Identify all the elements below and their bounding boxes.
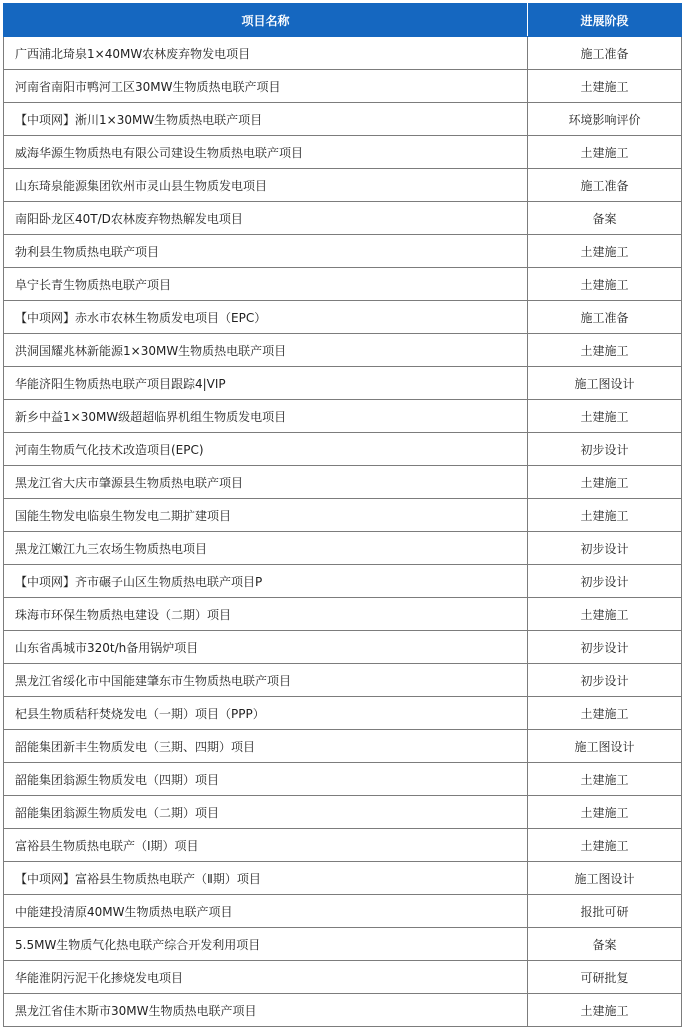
project-name-cell: 【中项网】富裕县生物质热电联产（Ⅱ期）项目: [4, 862, 528, 895]
project-name-cell: 山东琦泉能源集团钦州市灵山县生物质发电项目: [4, 169, 528, 202]
table-row: [4, 532, 682, 565]
table-row: [4, 862, 682, 895]
project-name-cell: 珠海市环保生物质热电建设（二期）项目: [4, 598, 528, 631]
table-row: [4, 400, 682, 433]
progress-stage-cell: 土建施工: [528, 334, 682, 367]
progress-stage-cell: 土建施工: [528, 697, 682, 730]
progress-stage-cell: 土建施工: [528, 499, 682, 532]
progress-stage-cell: 施工准备: [528, 169, 682, 202]
progress-stage-cell: 土建施工: [528, 994, 682, 1027]
project-name-cell: 【中项网】赤水市农林生物质发电项目（EPC）: [4, 301, 528, 334]
table-row: [4, 829, 682, 862]
progress-stage-cell: 土建施工: [528, 763, 682, 796]
project-name-cell: 黑龙江省大庆市肇源县生物质热电联产项目: [4, 466, 528, 499]
table-row: [4, 235, 682, 268]
project-name-cell: 黑龙江省佳木斯市30MW生物质热电联产项目: [4, 994, 528, 1027]
project-name-cell: 韶能集团新丰生物质发电（三期、四期）项目: [4, 730, 528, 763]
table-row: [4, 730, 682, 763]
progress-stage-cell: 施工图设计: [528, 730, 682, 763]
progress-stage-cell: 初步设计: [528, 631, 682, 664]
table-row: [4, 499, 682, 532]
project-name-cell: 阜宁长青生物质热电联产项目: [4, 268, 528, 301]
table-row: [4, 466, 682, 499]
progress-stage-cell: 土建施工: [528, 466, 682, 499]
project-name-cell: 韶能集团翁源生物质发电（二期）项目: [4, 796, 528, 829]
project-name-cell: 南阳卧龙区40T/D农林废弃物热解发电项目: [4, 202, 528, 235]
project-name-cell: 中能建投清原40MW生物质热电联产项目: [4, 895, 528, 928]
progress-stage-cell: 报批可研: [528, 895, 682, 928]
project-progress-table: [3, 3, 682, 1027]
table-row: [4, 367, 682, 400]
project-name-cell: 富裕县生物质热电联产（Ⅰ期）项目: [4, 829, 528, 862]
table-row: [4, 169, 682, 202]
table-row: [4, 37, 682, 70]
table-row: [4, 202, 682, 235]
project-name-cell: 黑龙江省绥化市中国能建肇东市生物质热电联产项目: [4, 664, 528, 697]
project-name-cell: 韶能集团翁源生物质发电（四期）项目: [4, 763, 528, 796]
progress-stage-cell: 施工准备: [528, 37, 682, 70]
progress-stage-cell: 初步设计: [528, 664, 682, 697]
table-row: [4, 301, 682, 334]
progress-stage-cell: 土建施工: [528, 796, 682, 829]
project-name-cell: 【中项网】齐市碾子山区生物质热电联产项目P: [4, 565, 528, 598]
progress-stage-cell: 初步设计: [528, 532, 682, 565]
project-name-cell: 5.5MW生物质气化热电联产综合开发利用项目: [4, 928, 528, 961]
table-row: [4, 961, 682, 994]
table-row: [4, 136, 682, 169]
progress-stage-cell: 初步设计: [528, 565, 682, 598]
table-row: [4, 994, 682, 1027]
project-name-cell: 杞县生物质秸秆焚烧发电（一期）项目（PPP）: [4, 697, 528, 730]
progress-stage-cell: 土建施工: [528, 598, 682, 631]
table-row: [4, 334, 682, 367]
table-body: [4, 37, 682, 1027]
progress-stage-cell: 土建施工: [528, 70, 682, 103]
table-row: [4, 928, 682, 961]
project-name-cell: 华能淮阴污泥干化掺烧发电项目: [4, 961, 528, 994]
table-row: [4, 433, 682, 466]
table-row: [4, 598, 682, 631]
project-name-cell: 新乡中益1×30MW级超超临界机组生物质发电项目: [4, 400, 528, 433]
progress-stage-cell: 初步设计: [528, 433, 682, 466]
table-row: [4, 565, 682, 598]
progress-stage-cell: 土建施工: [528, 829, 682, 862]
progress-stage-cell: 土建施工: [528, 400, 682, 433]
project-name-cell: 华能济阳生物质热电联产项目跟踪4|VIP: [4, 367, 528, 400]
table-row: [4, 697, 682, 730]
progress-stage-cell: 可研批复: [528, 961, 682, 994]
table-row: [4, 103, 682, 136]
project-name-cell: 洪洞国耀兆林新能源1×30MW生物质热电联产项目: [4, 334, 528, 367]
project-name-cell: 威海华源生物质热电有限公司建设生物质热电联产项目: [4, 136, 528, 169]
progress-stage-cell: 土建施工: [528, 268, 682, 301]
progress-stage-cell: 土建施工: [528, 235, 682, 268]
table-row: [4, 895, 682, 928]
project-name-cell: 勃利县生物质热电联产项目: [4, 235, 528, 268]
project-name-cell: 国能生物发电临泉生物发电二期扩建项目: [4, 499, 528, 532]
project-name-cell: 河南生物质气化技术改造项目(EPC): [4, 433, 528, 466]
progress-stage-cell: 备案: [528, 202, 682, 235]
table-row: [4, 763, 682, 796]
table-row: [4, 631, 682, 664]
header-progress-stage: 进展阶段: [528, 4, 682, 37]
project-name-cell: 【中项网】淅川1×30MW生物质热电联产项目: [4, 103, 528, 136]
table-row: [4, 664, 682, 697]
progress-stage-cell: 备案: [528, 928, 682, 961]
project-name-cell: 黑龙江嫩江九三农场生物质热电项目: [4, 532, 528, 565]
header-project-name: 项目名称: [4, 4, 528, 37]
progress-stage-cell: 施工图设计: [528, 862, 682, 895]
progress-stage-cell: 环境影响评价: [528, 103, 682, 136]
project-name-cell: 广西浦北琦泉1×40MW农林废弃物发电项目: [4, 37, 528, 70]
project-name-cell: 山东省禹城市320t/h备用锅炉项目: [4, 631, 528, 664]
table-row: [4, 70, 682, 103]
progress-stage-cell: 施工准备: [528, 301, 682, 334]
table-row: [4, 796, 682, 829]
progress-stage-cell: 施工图设计: [528, 367, 682, 400]
progress-stage-cell: 土建施工: [528, 136, 682, 169]
project-name-cell: 河南省南阳市鸭河工区30MW生物质热电联产项目: [4, 70, 528, 103]
table-header-row: [4, 4, 682, 37]
table-row: [4, 268, 682, 301]
